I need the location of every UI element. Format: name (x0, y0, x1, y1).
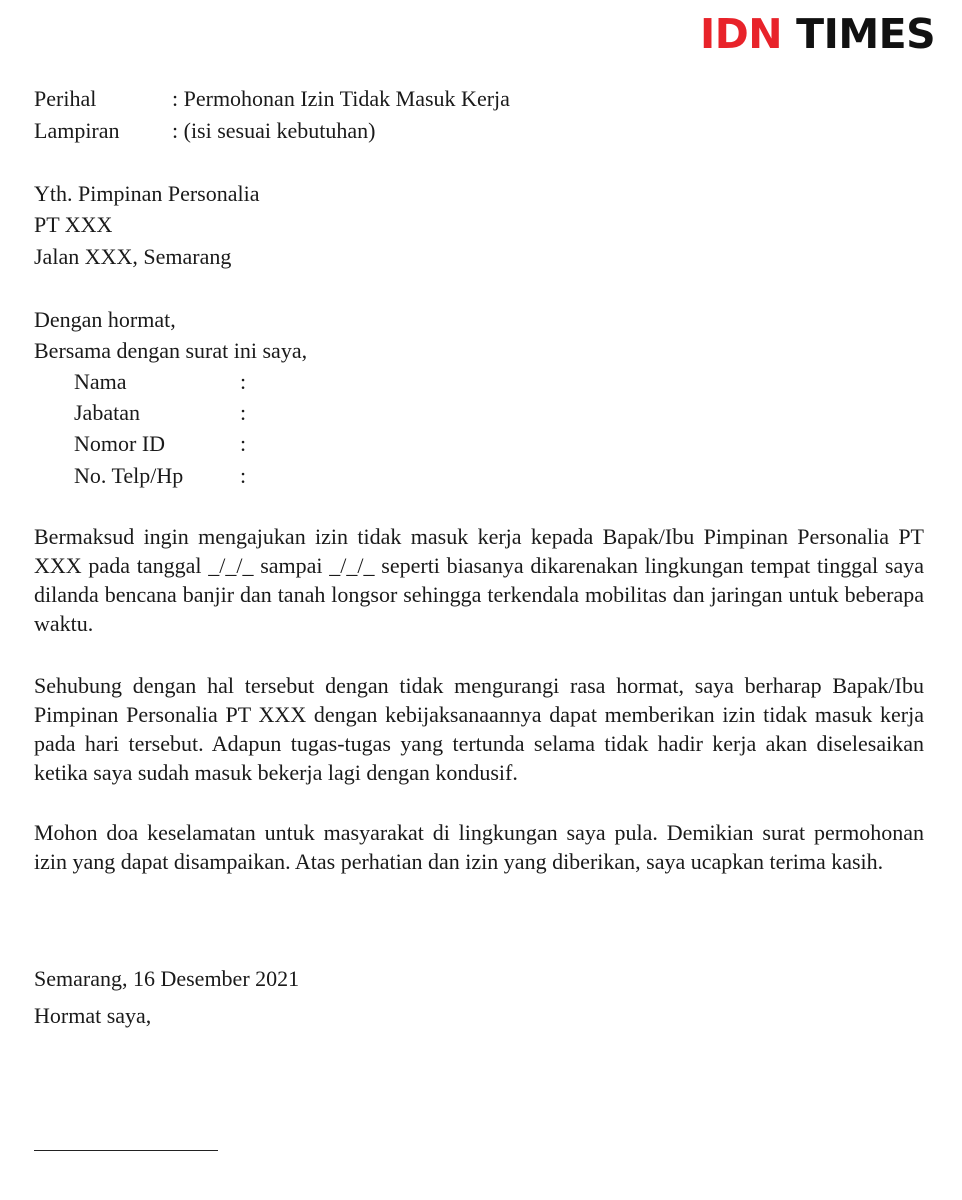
body-paragraph-2: Sehubung dengan hal tersebut dengan tidak mengurangi rasa hormat, saya berharap Bapak/Ibu Pimpinan Personalia PT XXX dengan kebijaksanaannya dapat memberikan izin tidak masuk kerja pada hari tersebut. Adapun tugas-tugas yang tertunda selama tidak hadir kerja akan diselesaikan ketika saya sudah masuk bekerja lagi dengan kondusif. (34, 673, 924, 785)
identity-colon: : (240, 369, 247, 394)
recipient-line-3: Jalan XXX, Semarang (34, 244, 232, 269)
place-date: Semarang, 16 Desember 2021 (34, 966, 300, 991)
greeting: Dengan hormat, (34, 307, 176, 332)
identity-colon: : (240, 400, 247, 425)
identity-label: Nomor ID (74, 431, 166, 456)
identity-colon: : (240, 431, 247, 456)
perihal-row (34, 86, 510, 111)
intro-line: Bersama dengan surat ini saya, (34, 338, 308, 363)
identity-label: Jabatan (74, 400, 140, 425)
recipient-line-2: PT XXX (34, 212, 113, 237)
logo-idn-text: IDN (700, 10, 783, 58)
lampiran-row (34, 118, 376, 143)
signature-line (34, 1150, 218, 1151)
identity-colon: : (240, 463, 247, 488)
idn-times-logo (700, 10, 936, 58)
lampiran-value: : (isi sesuai kebutuhan) (172, 118, 376, 143)
lampiran-label: Lampiran (34, 118, 120, 143)
identity-label: Nama (74, 369, 127, 394)
identity-label: No. Telp/Hp (74, 463, 184, 488)
regards: Hormat saya, (34, 1003, 152, 1028)
body-paragraph-1: Bermaksud ingin mengajukan izin tidak masuk kerja kepada Bapak/Ibu Pimpinan Personalia PT XXX pada tanggal _/_/_ sampai _/_/_ seperti biasanya dikarenakan lingkungan tempat tinggal saya dilanda bencana banjir dan tanah longsor sehingga terkendala mobilitas dan jaringan untuk beberapa waktu. (34, 524, 924, 636)
perihal-value: : Permohonan Izin Tidak Masuk Kerja (172, 86, 510, 111)
body-paragraph-3: Mohon doa keselamatan untuk masyarakat di lingkungan saya pula. Demikian surat permohonan izin yang dapat disampaikan. Atas perhatian dan izin yang diberikan, saya ucapkan terima kasih. (34, 820, 924, 874)
logo-times-text: TIMES (796, 10, 936, 58)
perihal-label: Perihal (34, 86, 97, 111)
recipient-line-1: Yth. Pimpinan Personalia (34, 181, 260, 206)
